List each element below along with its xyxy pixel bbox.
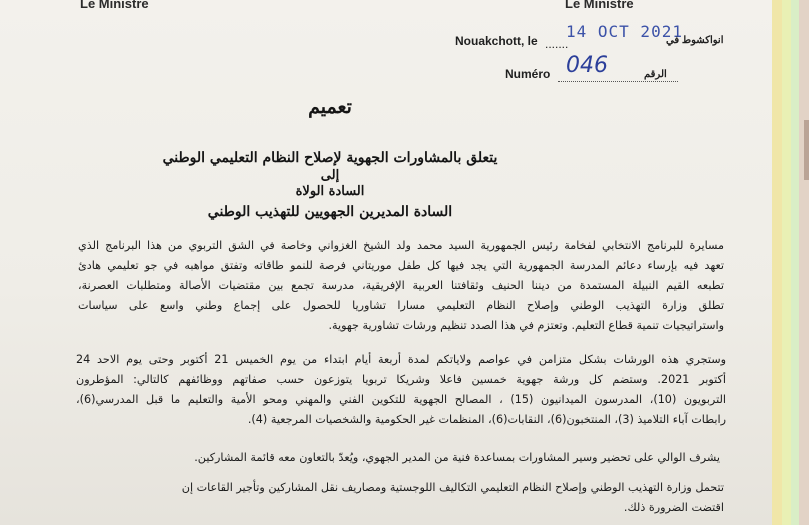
date-stamp: 14 OCT 2021 xyxy=(566,22,683,41)
paragraph-line: مسايرة للبرنامج الانتخابي لفخامة رئيس الجمهورية السيد محمد ولد الشيخ الغزواني وخاصة في الشق التربوي من هذا البرنامج الذي xyxy=(78,239,724,252)
document-title: تعميم xyxy=(308,96,352,118)
paragraph-line: واستراتيجيات تنمية قطاع التعليم. وتعتزم في هذا الصدد تنظيم ورشات تشاورية جهوية. xyxy=(328,319,724,332)
place-label-fr: Nouakchott, le xyxy=(455,34,538,48)
number-dotted-line xyxy=(558,80,678,82)
paragraph-3: يشرف الوالي على تحضير وسير المشاورات بمساعدة فنية من المدير الجهوي، ويُعدّ بالتعاون معه قائمة المشاركين. xyxy=(194,451,720,464)
page-edge-yellow xyxy=(772,0,782,525)
paragraph-line: التربويون (10)، المدرسون الميدانيون (15) ، المصالح الجهوية للتكوين الفني والمهني ومحو الأمية والتعليم ما قبل المدرسي(6)، xyxy=(76,393,726,406)
paragraph-line: تتحمل وزارة التهذيب الوطني وإصلاح النظام التعليمي التكاليف اللوجستية ومصاريف نقل المشاركين وتأجير القاعات إن xyxy=(181,481,724,494)
page-edge-lime xyxy=(782,0,791,525)
page-edge-green xyxy=(791,0,799,525)
paragraph-line: أكتوبر 2021. وستضم كل ورشة جهوية خمسين فاعلا وشريكا تربويا يتوزعون حسب صفاتهم ووظائفهم كالتالي: المؤطرون xyxy=(76,373,726,386)
page-edge-shadow xyxy=(804,120,809,180)
number-label-fr: Numéro xyxy=(505,67,551,81)
to-line: إلى xyxy=(320,168,340,183)
paragraph-line: تطلق وزارة التهذيب الوطني وإصلاح النظام التعليمي مسارا تشاوريا للحصول على إجماع وطني واسع على سياسات xyxy=(78,299,724,312)
recipient-directors: السادة المديرين الجهويين للتهذيب الوطني xyxy=(207,204,453,220)
number-label-ar: الرقم xyxy=(644,69,667,80)
recipient-governors: السادة الولاة xyxy=(295,184,365,199)
paragraph-2 xyxy=(76,350,726,430)
paragraph-line: تطبعه القيم النبيلة المستمدة من ديننا الحنيف وثقافتنا العربية الإفريقية، مدرسة تجمع بين مقتضيات الأصالة ومتطلبات العصرنة، xyxy=(78,279,724,292)
subject-line: يتعلق بالمشاورات الجهوية لإصلاح النظام التعليمي الوطني xyxy=(162,150,498,166)
minister-header-right: Le Ministre xyxy=(565,0,634,11)
place-ellipsis: ....... xyxy=(545,37,569,51)
paragraph-line: وستجري هذه الورشات بشكل متزامن في عواصم ولاياتكم لمدة أربعة أيام ابتداء من يوم الخميس 21 أكتوبر وحتى يوم الاحد 24 xyxy=(76,353,726,366)
paragraph-line: رابطات آباء التلاميذ (3)، المنتخبون(6)، النقابات(6)، المنظمات غير الحكومية والشخصيات المرجعية (4). xyxy=(247,413,726,426)
page-edge-brown xyxy=(799,0,809,525)
minister-header-left: Le Ministre xyxy=(80,0,149,11)
paragraph-4 xyxy=(112,478,724,518)
paragraph-line: اقتضت الضرورة ذلك. xyxy=(623,501,724,514)
handwritten-number: 046 xyxy=(566,53,608,78)
paragraph-line: تعهد فيه بإرساء دعائم المدرسة الجمهورية التي يجد فيها كل طفل موريتاني فرصة للنمو طاقاته وتفتق مواهبه في جو تعليمي هادئ xyxy=(78,259,724,272)
place-label-ar: انواكشوط في xyxy=(666,35,724,46)
paragraph-1 xyxy=(78,236,724,336)
